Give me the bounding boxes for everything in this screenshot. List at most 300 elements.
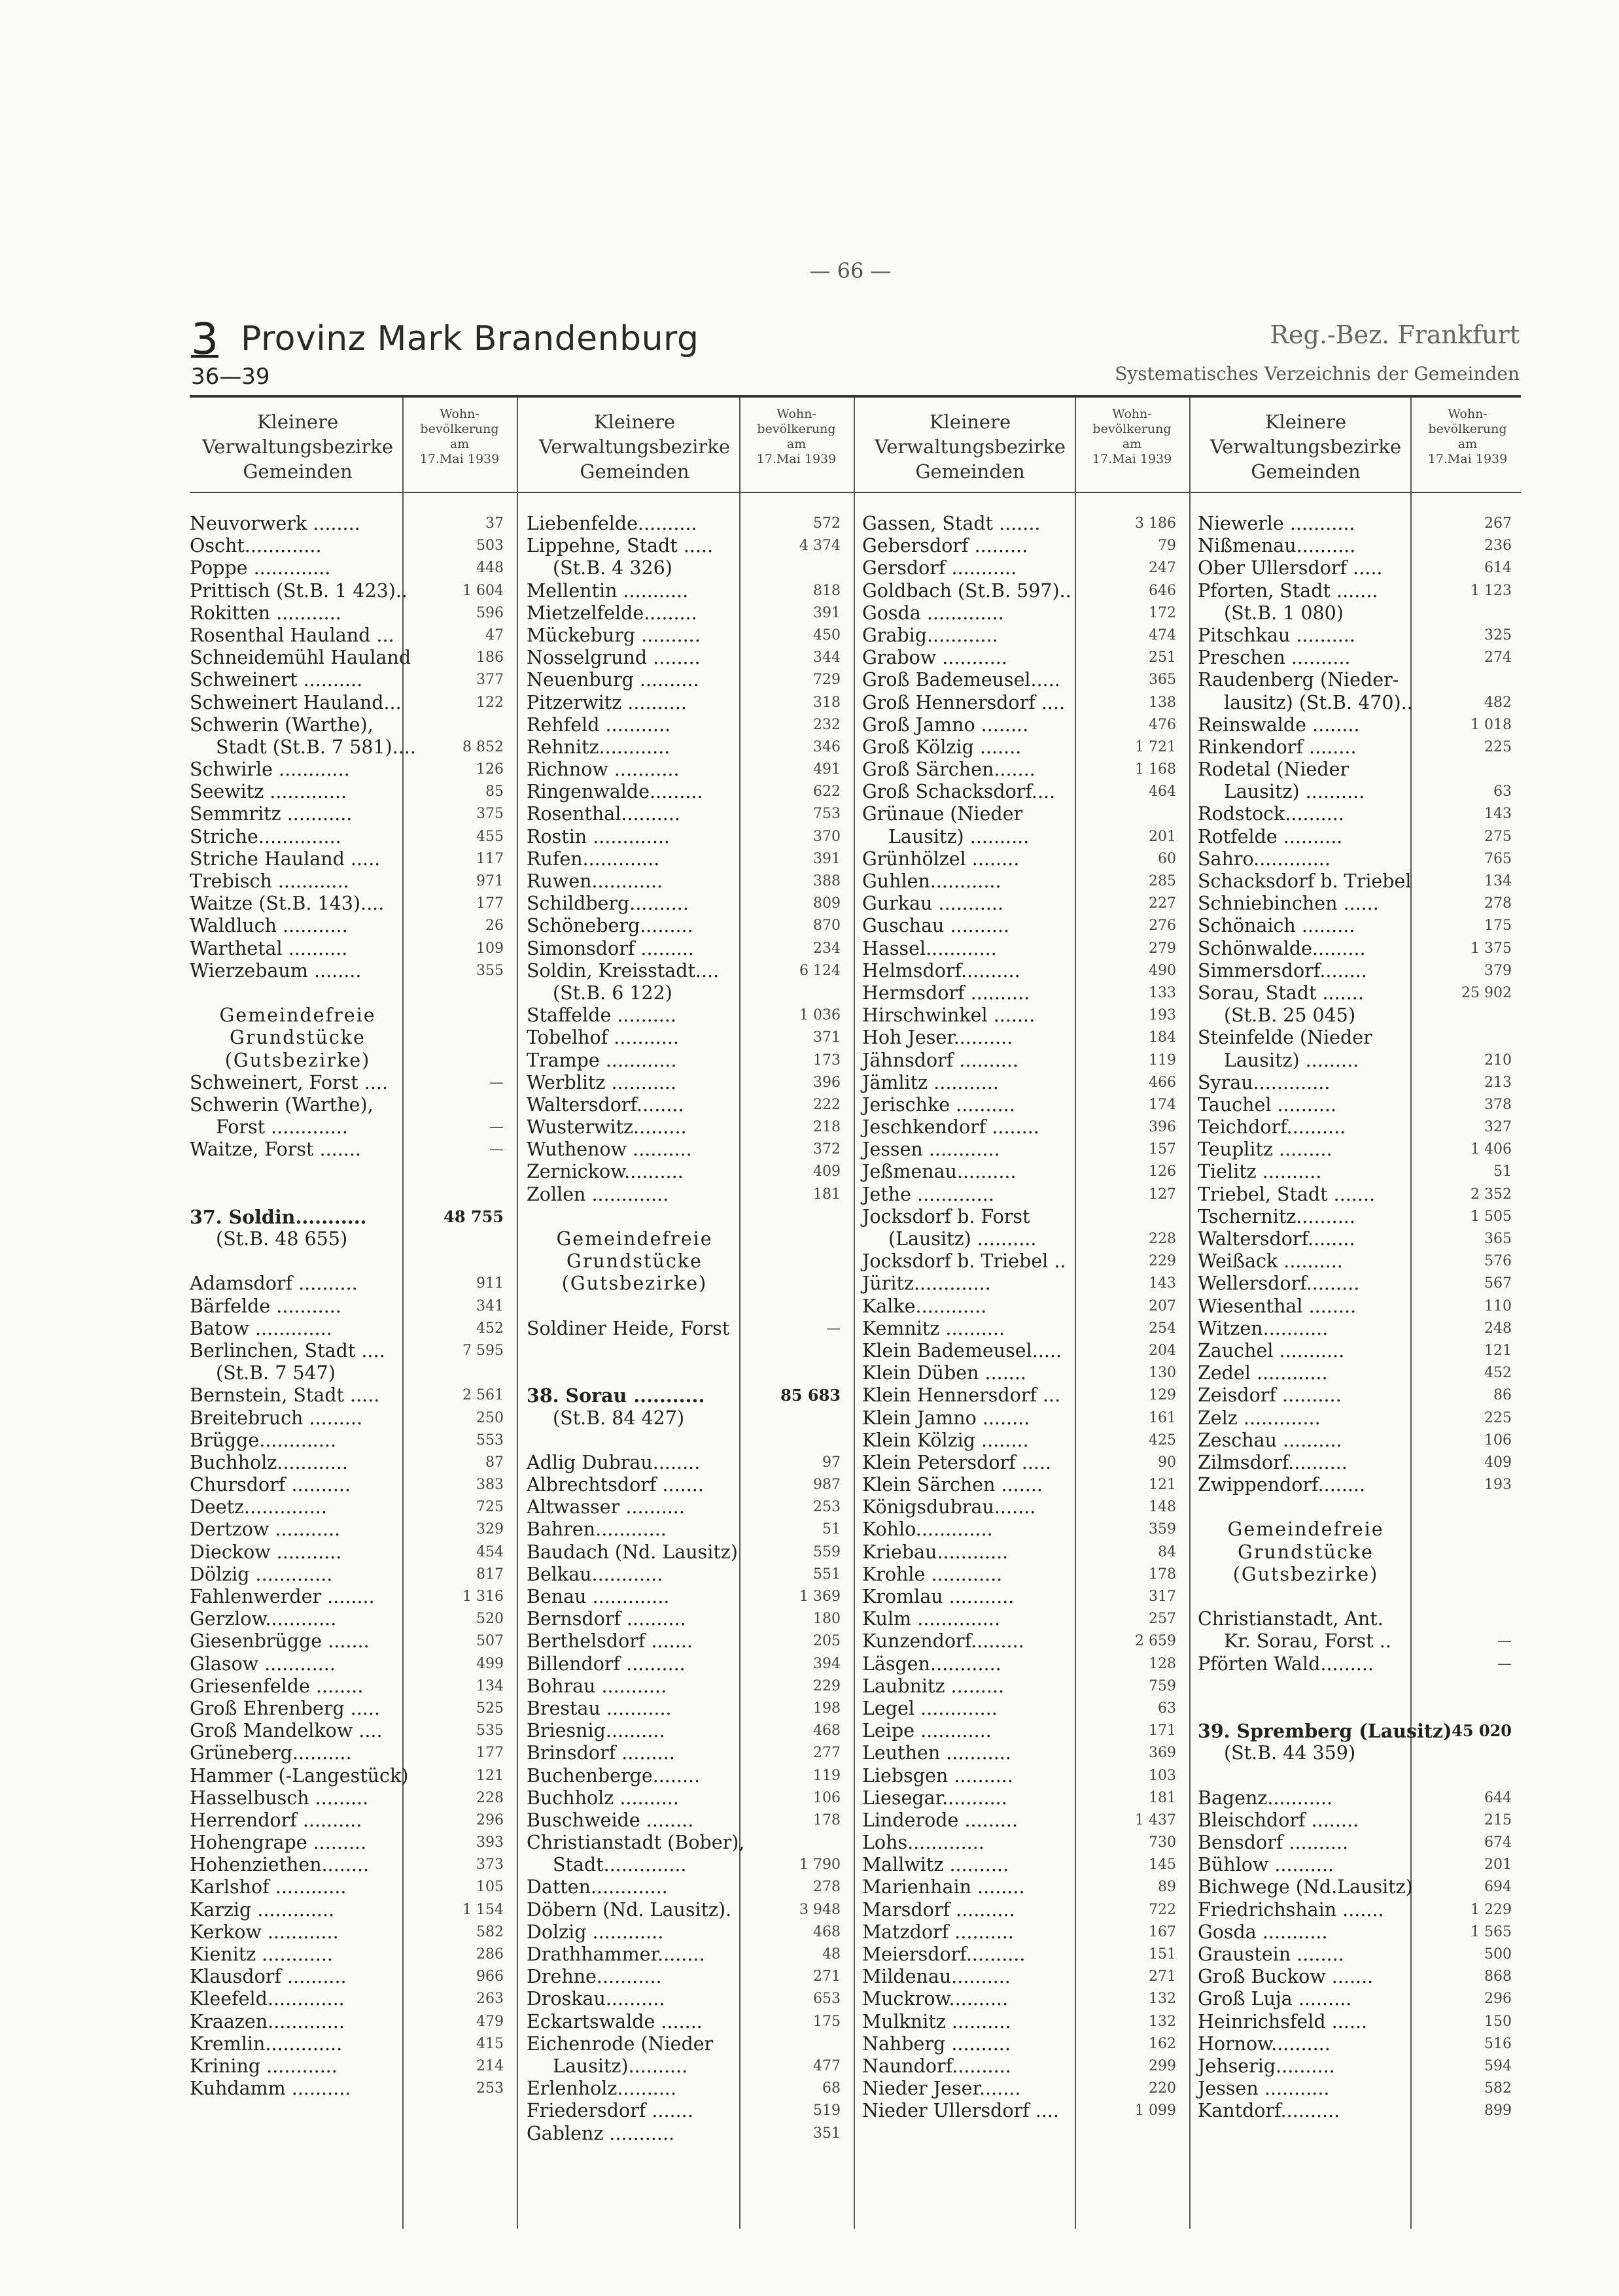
column-1 <box>190 398 523 2100</box>
population-value: 1 604 <box>462 582 504 599</box>
municipality-name: Semmritz ........... <box>190 803 353 825</box>
population-value: 1 437 <box>1135 1811 1176 1828</box>
table-row <box>862 513 1196 535</box>
municipality-name: (St.B. 84 427) <box>553 1407 685 1429</box>
municipality-name: Klein Düben ....... <box>862 1362 1026 1384</box>
municipality-name: Herrendorf .......... <box>190 1809 362 1831</box>
header-pop-line1: Wohn- <box>1448 407 1488 421</box>
population-value: 205 <box>813 1633 841 1650</box>
population-value: 133 <box>1149 984 1176 1001</box>
population-value: 1 790 <box>799 1857 841 1874</box>
municipality-name: Jocksdorf b. Triebel .. <box>862 1250 1066 1273</box>
table-row <box>190 1698 523 1720</box>
population-value: 490 <box>1149 962 1176 979</box>
population-value: 151 <box>1149 1946 1176 1962</box>
municipality-name: Zernickow.......... <box>527 1161 684 1183</box>
header-pop-line2: bevölkerung <box>757 422 836 436</box>
population-value: 220 <box>1149 2080 1176 2097</box>
municipality-name: Pitschkau .......... <box>1198 624 1355 646</box>
municipality-name: Eichenrode (Nieder <box>527 2032 714 2055</box>
table-row <box>190 759 523 781</box>
population-value: 63 <box>1493 783 1512 800</box>
population-value: 725 <box>476 1499 504 1516</box>
header-name-line1: Kleinere <box>929 411 1011 433</box>
municipality-name: Gurkau ........... <box>862 893 1004 915</box>
municipality-name: Gassen, Stadt ....... <box>862 513 1041 534</box>
table-row <box>190 602 523 625</box>
population-value: 161 <box>1149 1409 1176 1426</box>
municipality-name: Döbern (Nd. Lausitz). <box>527 1898 732 1921</box>
municipality-name: Jessen ........... <box>1198 2078 1330 2100</box>
population-value: 759 <box>1149 1677 1176 1694</box>
table-row <box>190 1944 523 1966</box>
table-row <box>527 982 860 1004</box>
row-list <box>527 513 860 2145</box>
population-value: 60 <box>1158 850 1176 867</box>
municipality-name: Giesenbrügge ....... <box>190 1630 370 1653</box>
population-value: 204 <box>1149 1342 1176 1359</box>
header-name-line1: Kleinere <box>1264 411 1347 433</box>
municipality-name: Christianstadt (Bober), <box>527 1832 745 1854</box>
table-row <box>862 535 1196 557</box>
header-name-line3: Gemeinden <box>1251 460 1361 483</box>
table-row <box>862 1318 1196 1340</box>
header-pop-line4: 17.Mai 1939 <box>1427 452 1508 466</box>
municipality-name: Jerischke .......... <box>862 1093 1015 1116</box>
table-row <box>527 2033 860 2055</box>
municipality-name: Bagenz........... <box>1198 1787 1333 1809</box>
municipality-name: Buchholz............ <box>190 1451 348 1473</box>
population-value: 519 <box>813 2102 841 2119</box>
municipality-name: Dieckow ........... <box>190 1541 342 1563</box>
municipality-name: Schniebinchen ...... <box>1198 893 1379 915</box>
population-value: 809 <box>813 895 841 912</box>
population-value: 130 <box>1149 1365 1176 1382</box>
municipality-name: 39. Spremberg (Lausitz) <box>1198 1720 1452 1743</box>
table-row <box>862 1608 1196 1630</box>
population-value: 325 <box>1484 626 1512 643</box>
municipality-name: Groß Hennersdorf .... <box>862 691 1066 713</box>
municipality-name: Stadt (St.B. 7 581).... <box>216 736 416 758</box>
table-row <box>527 915 860 937</box>
population-value: 121 <box>1149 1477 1176 1494</box>
municipality-name: Zwippendorf........ <box>1198 1474 1366 1496</box>
header-pop-line2: bevölkerung <box>1428 422 1507 436</box>
population-value: 572 <box>813 515 841 532</box>
table-row <box>527 1452 860 1474</box>
population-value: 359 <box>1149 1521 1176 1538</box>
header-pop-line3: am <box>786 437 807 451</box>
table-row <box>527 1161 860 1183</box>
municipality-name: Groß Luja ......... <box>1198 1988 1352 2010</box>
population-value: 37 <box>485 515 504 532</box>
municipality-name: Preschen .......... <box>1198 647 1351 669</box>
municipality-name: Gerzlow............ <box>190 1608 337 1630</box>
table-row <box>190 870 523 893</box>
population-value: — <box>489 1119 504 1136</box>
municipality-name: Schwerin (Warthe), <box>190 1093 374 1116</box>
table-row <box>1198 2055 1531 2078</box>
population-value: 51 <box>1493 1163 1512 1180</box>
municipality-name: Glasow ............ <box>190 1653 336 1675</box>
header-pop-line2: bevölkerung <box>1092 422 1172 436</box>
municipality-name: Goldbach (St.B. 597).. <box>862 579 1071 602</box>
municipality-name: Waitze (St.B. 143).... <box>190 893 385 915</box>
table-row <box>527 1184 860 1206</box>
population-value: 121 <box>476 1767 504 1784</box>
municipality-name: Groß Schacksdorf.... <box>862 781 1056 803</box>
population-value: 134 <box>1484 873 1512 889</box>
header-name-line3: Gemeinden <box>243 460 353 483</box>
population-value: 129 <box>1149 1387 1176 1404</box>
table-row <box>527 1362 860 1384</box>
table-row <box>527 1720 860 1742</box>
population-value: 132 <box>1149 1991 1176 2008</box>
table-row <box>862 1675 1196 1698</box>
table-row <box>190 982 523 1004</box>
municipality-name: Dolzig ............ <box>527 1921 664 1943</box>
municipality-name: Liebsgen .......... <box>862 1764 1013 1787</box>
population-value: 45 020 <box>1452 1721 1512 1741</box>
table-row <box>527 1139 860 1161</box>
municipality-name: Deetz.............. <box>190 1496 327 1518</box>
population-value: 253 <box>476 2080 504 2097</box>
table-row <box>1198 1630 1531 1653</box>
municipality-name: lausitz) (St.B. 470).. <box>1224 691 1413 713</box>
header-pop-line2: bevölkerung <box>420 422 499 436</box>
table-row <box>1198 1787 1531 1809</box>
table-row <box>862 1228 1196 1250</box>
municipality-name: Baudach (Nd. Lausitz) <box>527 1541 738 1563</box>
population-value: 225 <box>1484 1409 1512 1426</box>
municipality-name: Drathhammer........ <box>527 1944 705 1965</box>
municipality-name: Trebisch ............ <box>190 870 349 892</box>
municipality-name: Tielitz .......... <box>1198 1161 1322 1183</box>
population-value: 148 <box>1149 1499 1176 1516</box>
table-row <box>527 1206 860 1228</box>
municipality-name: Jessen ............ <box>862 1139 1000 1161</box>
population-value: 227 <box>1149 895 1176 912</box>
table-row <box>1198 1094 1531 1116</box>
table-row <box>862 1273 1196 1295</box>
district-range: 36—39 <box>191 364 270 390</box>
municipality-name: Oscht............. <box>190 535 322 557</box>
municipality-name: Griesenfelde ........ <box>190 1675 364 1697</box>
table-row <box>527 893 860 915</box>
header-pop-line3: am <box>1457 437 1478 451</box>
table-row <box>1198 2033 1531 2055</box>
municipality-name: Adlig Dubrau........ <box>527 1451 701 1473</box>
population-value: 250 <box>476 1409 504 1426</box>
municipality-name: Groß Buckow ....... <box>1198 1966 1374 1988</box>
table-row <box>862 557 1196 579</box>
municipality-name: Albrechtsdorf ....... <box>527 1474 704 1496</box>
table-row <box>527 1050 860 1072</box>
municipality-name: Lausitz).......... <box>553 2055 688 2077</box>
municipality-name: Kremlin............. <box>190 2032 343 2055</box>
population-value: 344 <box>813 649 841 666</box>
table-row <box>862 848 1196 870</box>
population-value: 559 <box>813 1543 841 1560</box>
table-row <box>862 1698 1196 1720</box>
table-row <box>527 1318 860 1340</box>
population-value: 355 <box>476 962 504 979</box>
municipality-name: Bleischdorf ........ <box>1198 1809 1359 1831</box>
municipality-name: Kantdorf.......... <box>1198 2100 1340 2122</box>
table-row <box>862 625 1196 647</box>
municipality-name: (St.B. 4 326) <box>553 557 672 579</box>
municipality-name: Jethe ............. <box>862 1183 994 1205</box>
municipality-name: Kleefeld............. <box>190 1988 345 2010</box>
population-value: 63 <box>1158 1700 1176 1717</box>
table-row <box>527 1273 860 1295</box>
table-row <box>190 736 523 759</box>
municipality-name: Breitebruch ......... <box>190 1407 363 1429</box>
table-row <box>190 848 523 870</box>
population-value: 299 <box>1149 2057 1176 2074</box>
municipality-name: Rodstock.......... <box>1198 803 1344 825</box>
column-2 <box>527 398 860 2144</box>
table-row <box>1198 1832 1531 1854</box>
table-row <box>862 1384 1196 1407</box>
municipality-name: Bensdorf .......... <box>1198 1832 1349 1854</box>
municipality-name: Pförten Wald......... <box>1198 1653 1374 1675</box>
municipality-name: Jüritz............. <box>862 1273 991 1295</box>
municipality-name: Teuplitz ......... <box>1198 1139 1332 1161</box>
population-value: 8 852 <box>462 738 504 755</box>
municipality-name: Groß Bademeusel..... <box>862 669 1060 691</box>
population-value: 817 <box>476 1566 504 1583</box>
population-value: 365 <box>1484 1231 1512 1247</box>
table-row <box>190 1876 523 1898</box>
municipality-name: Rufen............. <box>527 848 660 870</box>
table-row <box>862 1452 1196 1474</box>
table-row <box>190 1966 523 1988</box>
table-row <box>527 1295 860 1318</box>
population-value: 175 <box>1484 917 1512 934</box>
municipality-name: Rostin ............. <box>527 825 670 848</box>
municipality-name: Briesnig.......... <box>527 1720 665 1742</box>
municipality-name: (Lausitz) .......... <box>888 1228 1037 1250</box>
population-value: 145 <box>1149 1857 1176 1874</box>
municipality-name: Jocksdorf b. Forst <box>862 1205 1030 1227</box>
table-row <box>190 803 523 825</box>
header-name <box>862 409 1078 484</box>
municipality-name: Grabig............ <box>862 624 998 646</box>
population-value: 263 <box>476 1991 504 2008</box>
municipality-name: Königsdubrau....... <box>862 1496 1036 1518</box>
municipality-name: Groß Särchen....... <box>862 759 1036 781</box>
header-rule <box>190 492 1521 493</box>
municipality-name: Prittisch (St.B. 1 423).. <box>190 579 408 602</box>
population-value: 911 <box>476 1275 504 1292</box>
table-row <box>190 893 523 915</box>
population-value: 1 229 <box>1471 1901 1512 1918</box>
table-row <box>527 1988 860 2010</box>
population-value: 1 721 <box>1135 738 1176 755</box>
municipality-name: Kemnitz .......... <box>862 1317 1005 1339</box>
table-row <box>527 870 860 893</box>
table-row <box>1198 1228 1531 1250</box>
municipality-name: (Gutsbezirke) <box>1232 1563 1379 1585</box>
table-row <box>527 557 860 579</box>
table-row <box>1198 1899 1531 1921</box>
population-value: 409 <box>1484 1454 1512 1471</box>
population-value: 86 <box>1493 1387 1512 1404</box>
population-value: 4 374 <box>799 538 841 555</box>
population-value: 48 755 <box>444 1207 504 1226</box>
population-value: 2 352 <box>1471 1186 1512 1203</box>
table-row <box>862 2100 1196 2122</box>
table-row <box>527 1072 860 1094</box>
table-row <box>1198 2078 1531 2100</box>
population-value: 499 <box>476 1655 504 1672</box>
table-row <box>527 1742 860 1764</box>
population-value: 729 <box>813 672 841 689</box>
table-row <box>862 1586 1196 1608</box>
population-value: 1 406 <box>1471 1141 1512 1158</box>
population-value: 379 <box>1484 962 1512 979</box>
table-row <box>1198 1541 1531 1564</box>
row-list <box>862 513 1196 2123</box>
header-name-line3: Gemeinden <box>915 460 1025 483</box>
population-value: 236 <box>1484 538 1512 555</box>
population-value: 346 <box>813 738 841 755</box>
column-header <box>190 398 523 492</box>
municipality-name: Zeschau .......... <box>1198 1429 1342 1451</box>
table-row <box>1198 982 1531 1004</box>
table-row <box>1198 1384 1531 1407</box>
municipality-name: Jeschkendorf ........ <box>862 1116 1039 1139</box>
municipality-name: 38. Sorau ........... <box>527 1384 705 1407</box>
municipality-name: Groß Jamno ........ <box>862 713 1029 736</box>
population-value: 371 <box>813 1029 841 1046</box>
municipality-name: Seewitz ............. <box>190 781 347 803</box>
table-row <box>1198 1921 1531 1944</box>
municipality-name: Teichdorf.......... <box>1198 1116 1346 1139</box>
table-row <box>862 692 1196 714</box>
table-row <box>190 960 523 982</box>
table-row <box>1198 1608 1531 1630</box>
municipality-name: Benau ............. <box>527 1586 670 1607</box>
municipality-name: Waldluch ........... <box>190 915 348 937</box>
table-row <box>862 2011 1196 2033</box>
table-row <box>862 960 1196 982</box>
municipality-name: Hassel............ <box>862 937 997 959</box>
header-name-line2: Verwaltungsbezirke <box>1210 436 1402 458</box>
table-row <box>862 1250 1196 1273</box>
population-value: 106 <box>813 1789 841 1806</box>
population-value: 51 <box>822 1521 841 1538</box>
municipality-name: Steinfelde (Nieder <box>1198 1027 1372 1049</box>
table-row <box>1198 625 1531 647</box>
municipality-name: Gebersdorf ......... <box>862 535 1028 557</box>
population-value: 452 <box>476 1320 504 1337</box>
table-row <box>190 1474 523 1496</box>
table-row <box>862 1027 1196 1049</box>
municipality-name: Guschau .......... <box>862 915 1010 937</box>
table-row <box>527 781 860 803</box>
municipality-name: Eckartswalde ....... <box>527 2010 703 2032</box>
municipality-name: Grüneberg.......... <box>190 1742 352 1764</box>
regierungsbezirk: Reg.-Bez. Frankfurt <box>1270 320 1520 349</box>
municipality-name: Bernstein, Stadt ..... <box>190 1384 380 1407</box>
municipality-name: Groß Kölzig ....... <box>862 736 1022 758</box>
table-row <box>1198 960 1531 982</box>
table-row <box>190 647 523 669</box>
population-value: 105 <box>476 1879 504 1896</box>
table-row <box>1198 1496 1531 1518</box>
population-value: 257 <box>1149 1611 1176 1628</box>
population-value: 47 <box>485 626 504 643</box>
population-value: 143 <box>1149 1275 1176 1292</box>
table-row <box>190 1675 523 1698</box>
municipality-name: Zelz ............. <box>1198 1407 1321 1429</box>
municipality-name: Witzen........... <box>1198 1317 1329 1339</box>
population-value: 172 <box>1149 604 1176 621</box>
municipality-name: Liebenfelde.......... <box>527 513 697 534</box>
table-row <box>527 1340 860 1362</box>
population-value: 448 <box>476 560 504 577</box>
municipality-name: Mildenau.......... <box>862 1966 1011 1988</box>
municipality-name: Brinsdorf ......... <box>527 1742 675 1764</box>
population-value: 370 <box>813 828 841 845</box>
population-value: 450 <box>813 626 841 643</box>
population-value: 870 <box>813 917 841 934</box>
population-value: 97 <box>822 1454 841 1471</box>
municipality-name: Naundorf.......... <box>862 2055 1011 2077</box>
table-row <box>862 647 1196 669</box>
municipality-name: Bahren............ <box>527 1518 667 1541</box>
table-row <box>1198 2011 1531 2033</box>
table-row <box>527 2011 860 2033</box>
municipality-name: Weißack .......... <box>1198 1250 1343 1273</box>
population-value: 119 <box>1149 1052 1176 1069</box>
population-value: 106 <box>1484 1431 1512 1448</box>
municipality-name: Droskau.......... <box>527 1988 665 2010</box>
municipality-name: Ruwen............ <box>527 870 663 892</box>
header-pop-line4: 17.Mai 1939 <box>756 452 837 466</box>
population-value: 373 <box>476 1857 504 1874</box>
municipality-name: Wuthenow .......... <box>527 1139 692 1161</box>
table-row <box>190 1295 523 1318</box>
population-value: 271 <box>813 1968 841 1985</box>
table-row <box>862 1564 1196 1586</box>
table-row <box>1198 736 1531 759</box>
municipality-name: Kromlau ........... <box>862 1586 1015 1607</box>
table-row <box>190 714 523 736</box>
municipality-name: Karzig ............. <box>190 1898 335 1921</box>
table-row <box>190 1832 523 1854</box>
municipality-name: Christianstadt, Ant. <box>1198 1608 1384 1630</box>
table-row <box>1198 1742 1531 1764</box>
municipality-name: Rinkendorf ........ <box>1198 736 1357 758</box>
municipality-name: Kuhdamm .......... <box>190 2078 351 2100</box>
population-value: 122 <box>476 694 504 711</box>
population-value: 327 <box>1484 1119 1512 1136</box>
municipality-name: Zollen ............. <box>527 1183 669 1205</box>
municipality-name: Gosda ............. <box>862 602 1004 624</box>
population-value: 594 <box>1484 2057 1512 2074</box>
table-row <box>862 1944 1196 1966</box>
municipality-name: Adamsdorf .......... <box>190 1273 358 1295</box>
population-value: 674 <box>1484 1834 1512 1851</box>
municipality-name: Bühlow .......... <box>1198 1854 1334 1876</box>
header-pop-line1: Wohn- <box>1112 407 1152 421</box>
table-row <box>862 1988 1196 2010</box>
population-value: 372 <box>813 1141 841 1158</box>
population-value: 128 <box>1149 1655 1176 1672</box>
